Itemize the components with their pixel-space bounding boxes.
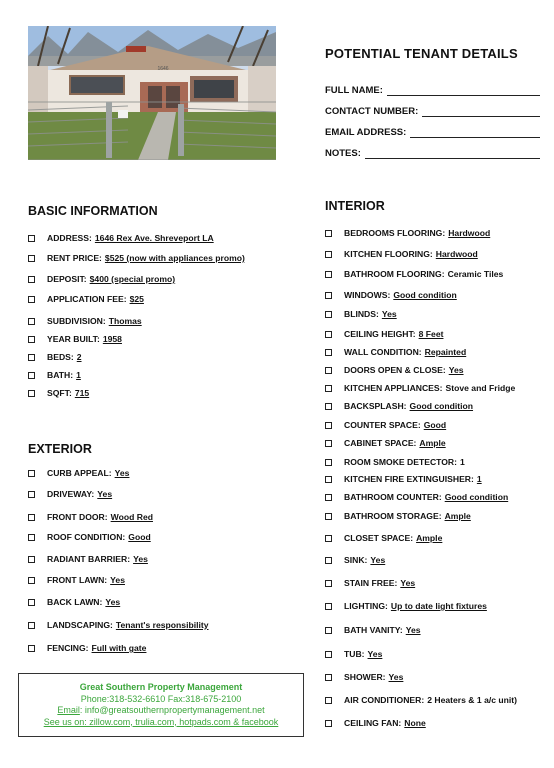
list-item (325, 383, 515, 393)
list-item (325, 365, 464, 375)
tenant-details-title: POTENTIAL TENANT DETAILS (325, 46, 518, 61)
list-item (325, 492, 508, 502)
item-label: CLOSET SPACE: (344, 533, 414, 543)
list-item (28, 316, 142, 326)
bullet-icon (28, 577, 35, 584)
item-value: Yes (400, 578, 416, 588)
list-item (28, 532, 151, 542)
bullet-icon (325, 580, 332, 587)
item-value: Wood Red (110, 512, 153, 522)
item-value: Up to date light fixtures (390, 601, 487, 611)
list-item (325, 474, 482, 484)
item-label: WALL CONDITION: (344, 347, 422, 357)
contact-footer (18, 673, 304, 737)
item-value: Yes (370, 555, 386, 565)
list-item (325, 401, 473, 411)
item-value: 8 Feet (418, 329, 444, 339)
item-label: SQFT: (47, 388, 72, 398)
exterior-title: EXTERIOR (28, 442, 92, 456)
list-item (325, 329, 443, 339)
bullet-icon (28, 622, 35, 629)
item-value: Hardwood (448, 228, 491, 238)
list-item (28, 352, 82, 362)
bullet-icon (325, 651, 332, 658)
item-label: RADIANT BARRIER: (47, 554, 131, 564)
see-us-on[interactable]: See us on: zillow.com, trulia.com, hotpads.com & facebook (43, 716, 279, 727)
bullet-icon (325, 697, 332, 704)
item-label: ROOF CONDITION: (47, 532, 126, 542)
bullet-icon (325, 292, 332, 299)
notes-blank (365, 147, 540, 159)
item-value: Yes (448, 365, 464, 375)
item-label: BEDS: (47, 352, 74, 362)
email-label: Email (57, 705, 80, 715)
item-label: APPLICATION FEE: (47, 294, 127, 304)
item-label: SUBDIVISION: (47, 316, 106, 326)
list-item (325, 420, 446, 430)
bullet-icon (28, 296, 35, 303)
list-item (28, 643, 146, 653)
bullet-icon (28, 599, 35, 606)
bullet-icon (325, 271, 332, 278)
bullet-icon (325, 674, 332, 681)
list-item (325, 672, 403, 682)
item-value: Good condition (409, 401, 474, 411)
item-label: RENT PRICE: (47, 253, 102, 263)
list-item (28, 554, 148, 564)
item-label: SHOWER: (344, 672, 386, 682)
bullet-icon (325, 230, 332, 237)
item-value: Yes (133, 554, 148, 564)
item-value: 1 (476, 474, 482, 484)
item-label: CEILING FAN: (344, 718, 402, 728)
list-item (325, 511, 471, 521)
bullet-icon (28, 491, 35, 498)
item-value: $400 (special promo) (89, 274, 176, 284)
item-value: Good condition (393, 290, 457, 300)
item-value: Yes (97, 489, 113, 499)
list-item (325, 309, 397, 319)
full-name-line (325, 75, 540, 96)
bullet-icon (325, 251, 332, 258)
phone-fax: Phone:318-532-6610 Fax:318-675-2100 (80, 693, 242, 704)
bullet-icon (325, 311, 332, 318)
list-item (28, 388, 89, 398)
bullet-icon (325, 422, 332, 429)
list-item (325, 718, 426, 728)
contact-number-label: CONTACT NUMBER: (325, 106, 419, 117)
bullet-icon (28, 372, 35, 379)
bullet-icon (325, 494, 332, 501)
list-item (28, 575, 125, 585)
item-label: FENCING: (47, 643, 89, 653)
bullet-icon (28, 645, 35, 652)
item-value: Hardwood (435, 249, 478, 259)
item-label: CABINET SPACE: (344, 438, 417, 448)
item-value: $25 (129, 294, 144, 304)
email-address-line (325, 117, 540, 138)
item-label: KITCHEN FIRE EXTINGUISHER: (344, 474, 474, 484)
bullet-icon (325, 349, 332, 356)
item-value: Ceramic Tiles (447, 269, 504, 279)
item-label: FRONT LAWN: (47, 575, 108, 585)
item-value: 715 (74, 388, 90, 398)
contact-number-line (325, 96, 540, 117)
list-item (325, 228, 490, 238)
item-label: FRONT DOOR: (47, 512, 108, 522)
item-label: DRIVEWAY: (47, 489, 95, 499)
list-item (28, 294, 144, 304)
bullet-icon (325, 331, 332, 338)
item-value: Stove and Fridge (445, 383, 516, 393)
list-item (28, 253, 245, 263)
item-label: KITCHEN APPLIANCES: (344, 383, 443, 393)
item-value: Good (423, 420, 447, 430)
bullet-icon (28, 354, 35, 361)
bullet-icon (325, 557, 332, 564)
house-photo (28, 26, 276, 160)
item-label: ROOM SMOKE DETECTOR: (344, 457, 457, 467)
company-name: Great Southern Property Management (79, 682, 243, 692)
bullet-icon (28, 556, 35, 563)
list-item (28, 370, 81, 380)
item-label: CURB APPEAL: (47, 468, 112, 478)
item-label: BATHROOM STORAGE: (344, 511, 442, 521)
item-label: BATHROOM COUNTER: (344, 492, 442, 502)
item-label: DOORS OPEN & CLOSE: (344, 365, 446, 375)
item-value: 1 (460, 457, 465, 467)
email-address[interactable]: : info@greatsouthernpropertymanagement.net (79, 705, 265, 715)
list-item (325, 695, 517, 705)
item-value: Yes (110, 575, 125, 585)
item-value: Yes (388, 672, 404, 682)
bullet-icon (325, 403, 332, 410)
house-photo-image (28, 26, 276, 160)
list-item (325, 249, 478, 259)
bullet-icon (325, 367, 332, 374)
bullet-icon (325, 476, 332, 483)
item-label: LANDSCAPING: (47, 620, 113, 630)
list-item (325, 601, 487, 611)
item-label: TUB: (344, 649, 365, 659)
bullet-icon (325, 720, 332, 727)
item-value: 1 (76, 370, 81, 380)
basic-information-title: BASIC INFORMATION (28, 204, 158, 218)
bullet-icon (28, 235, 35, 242)
item-label: WINDOWS: (344, 290, 391, 300)
list-item (325, 347, 466, 357)
tenant-details-section (325, 46, 540, 159)
list-item (325, 457, 465, 467)
item-value: Yes (367, 649, 383, 659)
item-value: Yes (405, 625, 421, 635)
item-label: BATH VANITY: (344, 625, 403, 635)
bullet-icon (325, 440, 332, 447)
list-item (325, 625, 421, 635)
bullet-icon (28, 470, 35, 477)
email-line (19, 705, 303, 717)
interior-title: INTERIOR (325, 199, 385, 213)
notes-label: NOTES: (325, 148, 361, 159)
house-number: 1646 (157, 66, 169, 72)
item-value: Ample (416, 533, 443, 543)
list-item (28, 489, 112, 499)
bullet-icon (28, 514, 35, 521)
list-item (325, 290, 457, 300)
item-label: ADDRESS: (47, 233, 92, 243)
item-value: Yes (105, 597, 121, 607)
bullet-icon (325, 627, 332, 634)
list-item (325, 555, 385, 565)
bullet-icon (28, 534, 35, 541)
item-value: Thomas (108, 316, 142, 326)
item-value: Full with gate (91, 643, 147, 653)
bullet-icon (28, 318, 35, 325)
contact-number-blank (422, 105, 540, 117)
item-label: LIGHTING: (344, 601, 388, 611)
list-item (28, 620, 209, 630)
bullet-icon (28, 276, 35, 283)
item-label: COUNTER SPACE: (344, 420, 421, 430)
list-item (28, 468, 129, 478)
item-label: YEAR BUILT: (47, 334, 100, 344)
item-label: CEILING HEIGHT: (344, 329, 416, 339)
list-item (325, 533, 442, 543)
item-label: BACKSPLASH: (344, 401, 407, 411)
bullet-icon (28, 336, 35, 343)
item-label: BACK LAWN: (47, 597, 103, 607)
item-label: BATHROOM FLOORING: (344, 269, 445, 279)
item-value: $525 (now with appliances promo) (104, 253, 245, 263)
list-item (28, 274, 175, 284)
notes-line (325, 138, 540, 159)
list-item (325, 649, 382, 659)
item-value: Yes (114, 468, 130, 478)
full-name-label: FULL NAME: (325, 85, 383, 96)
list-item (325, 269, 503, 279)
item-label: BATH: (47, 370, 74, 380)
item-value: 2 (76, 352, 82, 362)
item-label: AIR CONDITIONER: (344, 695, 425, 705)
item-value: Ample (419, 438, 446, 448)
item-value: Repainted (424, 347, 467, 357)
list-item (325, 438, 446, 448)
item-value: None (404, 718, 426, 728)
item-label: STAIN FREE: (344, 578, 398, 588)
item-value: Yes (381, 309, 397, 319)
item-label: DEPOSIT: (47, 274, 87, 284)
item-label: SINK: (344, 555, 368, 565)
list-item (28, 597, 120, 607)
list-item (28, 233, 214, 243)
list-item (28, 334, 122, 344)
email-address-label: EMAIL ADDRESS: (325, 127, 407, 138)
item-value: Ample (444, 511, 471, 521)
item-value: Good condition (444, 492, 509, 502)
item-value: 1958 (102, 334, 122, 344)
item-label: BLINDS: (344, 309, 379, 319)
item-value: Tenant's responsibility (115, 620, 209, 630)
item-value: Good (128, 532, 151, 542)
email-address-blank (410, 126, 540, 138)
bullet-icon (325, 513, 332, 520)
bullet-icon (28, 255, 35, 262)
full-name-blank (387, 84, 540, 96)
item-value: 1646 Rex Ave. Shreveport LA (94, 233, 214, 243)
item-label: KITCHEN FLOORING: (344, 249, 433, 259)
bullet-icon (325, 535, 332, 542)
list-item (325, 578, 415, 588)
list-item (28, 512, 153, 522)
bullet-icon (28, 390, 35, 397)
bullet-icon (325, 459, 332, 466)
bullet-icon (325, 603, 332, 610)
item-label: BEDROOMS FLOORING: (344, 228, 446, 238)
bullet-icon (325, 385, 332, 392)
item-value: 2 Heaters & 1 a/c unit) (427, 695, 518, 705)
